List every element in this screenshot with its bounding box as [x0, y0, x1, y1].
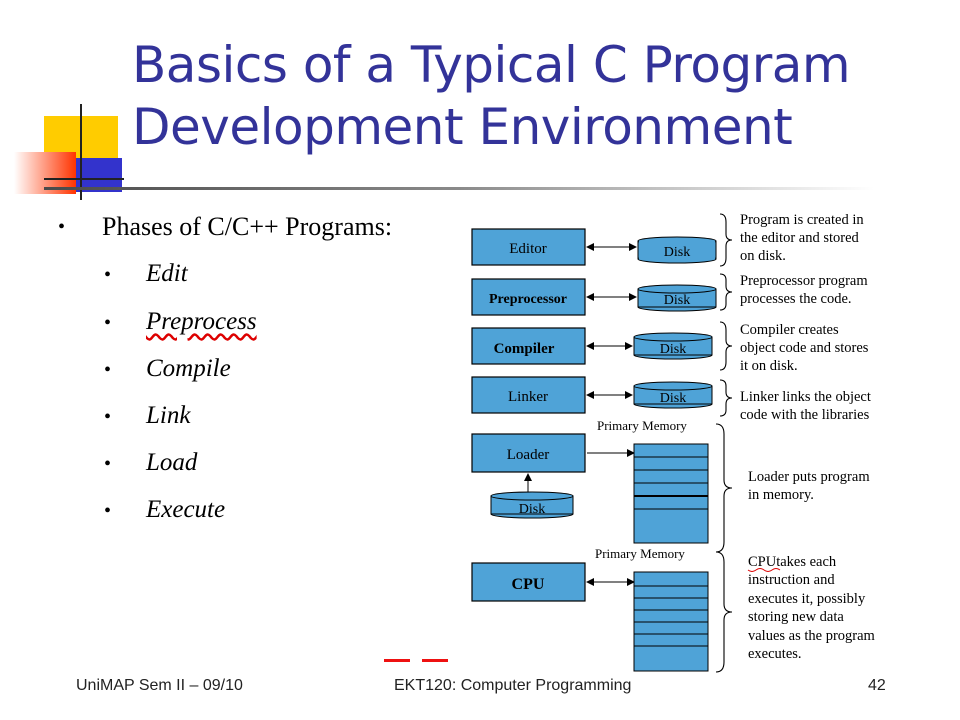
bullet-icon: • — [104, 264, 112, 286]
memory-stack-loader — [634, 444, 708, 543]
title-line-1: Basics of a Typical C Program — [132, 36, 851, 94]
page-number: 42 — [868, 677, 886, 694]
note-editor — [740, 212, 864, 264]
diagram-text: executes it, possibly — [748, 591, 866, 607]
phase-item: Load — [146, 449, 198, 476]
disk-editor — [638, 237, 716, 263]
title-line-2: Development Environment — [132, 98, 793, 156]
diagram-text: on disk. — [740, 248, 786, 264]
decor-red-mark — [422, 659, 448, 662]
bullet-icon: • — [104, 359, 112, 381]
braces — [716, 214, 732, 672]
diagram-text: Preprocessor program — [740, 273, 868, 289]
diagram-text: the editor and stored — [740, 230, 859, 246]
footer-center: EKT120: Computer Programming — [394, 677, 632, 694]
diagram-text: instruction and — [748, 572, 835, 588]
phase-item: Execute — [146, 496, 226, 523]
list-heading: Phases of C/C++ Programs: — [102, 212, 393, 241]
disk-linker — [634, 382, 712, 408]
diagram-text: executes. — [748, 646, 802, 662]
disk-label: Disk — [518, 502, 546, 517]
bullet-icon: • — [104, 500, 112, 522]
stage-editor — [472, 229, 585, 265]
stage-linker — [472, 377, 585, 413]
stage-cpu — [472, 563, 585, 601]
disk-label: Disk — [659, 342, 687, 357]
diagram-text: Loader puts program — [748, 469, 870, 485]
diagram-text: CPUtakes each — [748, 554, 837, 570]
stage-label: Compiler — [493, 341, 555, 357]
diagram-text: it on disk. — [740, 358, 798, 374]
stage-label: CPU — [511, 576, 545, 593]
note-loader — [748, 469, 870, 503]
decor-red-mark — [384, 659, 410, 662]
memory-stack-cpu — [634, 572, 708, 671]
bullet-icon: • — [104, 312, 112, 334]
note-cpu — [748, 554, 876, 662]
diagram-text: in memory. — [748, 487, 814, 503]
note-preprocessor — [740, 273, 868, 307]
stage-label: Loader — [506, 447, 550, 463]
stage-label: Editor — [509, 241, 547, 257]
note-linker — [740, 389, 871, 423]
stage-label: Preprocessor — [488, 292, 568, 307]
phase-item: Preprocess — [146, 308, 257, 335]
disk-compiler — [634, 333, 712, 359]
note-compiler — [740, 322, 869, 374]
phase-item: Link — [146, 402, 191, 429]
bullet-icon: • — [104, 406, 112, 428]
bullet-icon: • — [58, 216, 66, 238]
memory-label: Primary Memory — [597, 418, 687, 433]
diagram-text: Program is created in — [740, 212, 864, 228]
disk-label: Disk — [663, 245, 691, 260]
stage-label: Linker — [508, 389, 548, 405]
bullet-icon: • — [104, 453, 112, 475]
disk-preprocessor — [638, 285, 716, 311]
diagram-text: processes the code. — [740, 291, 852, 307]
disk-loader — [491, 492, 573, 518]
disk-label: Disk — [659, 391, 687, 406]
stage-compiler — [472, 328, 585, 364]
phase-item: Compile — [146, 355, 231, 382]
phase-item: Edit — [146, 260, 188, 287]
diagram-text: object code and stores — [740, 340, 869, 356]
diagram-text: Compiler creates — [740, 322, 839, 338]
diagram-text: code with the libraries — [740, 407, 870, 423]
stage-preprocessor — [472, 279, 585, 315]
diagram-text: values as the program — [748, 628, 875, 644]
diagram-text: storing new data — [748, 609, 844, 625]
footer-left: UniMAP Sem II – 09/10 — [76, 677, 243, 694]
diagram-text: Linker links the object — [740, 389, 871, 405]
disk-label: Disk — [663, 293, 691, 308]
memory-label: Primary Memory — [595, 546, 685, 561]
stage-loader — [472, 434, 585, 472]
